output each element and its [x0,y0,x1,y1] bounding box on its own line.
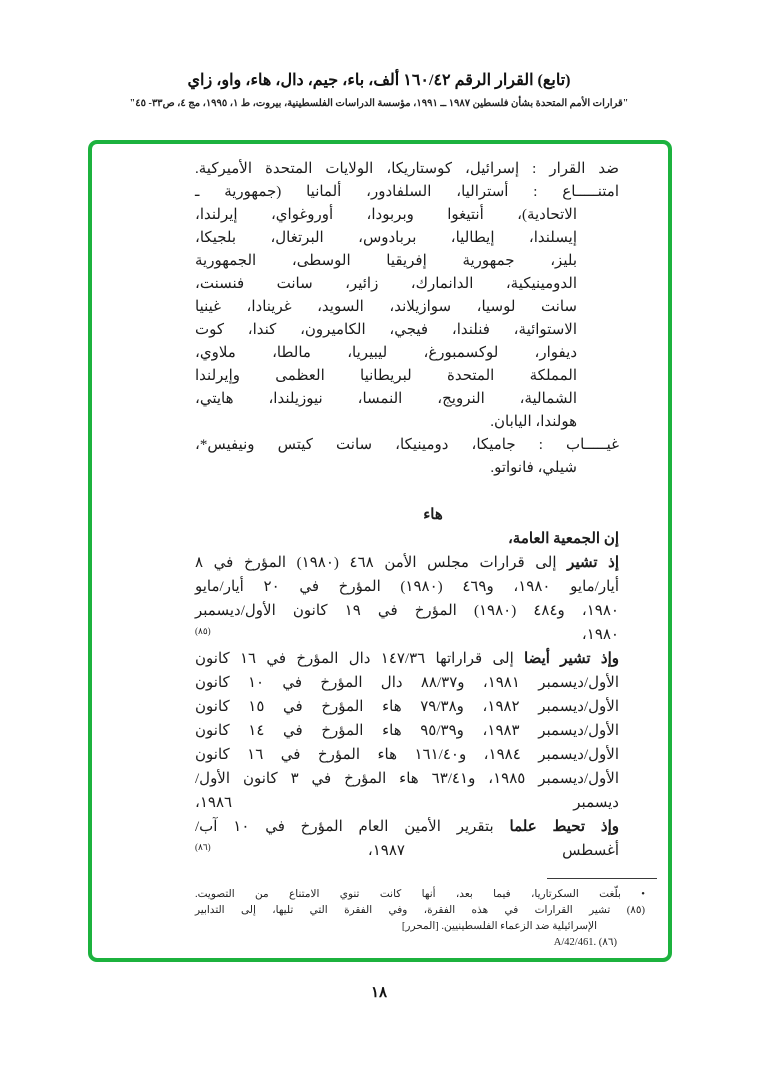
footnote-number: (٨٦) [598,937,617,948]
body-line: الأول/ديسمبر ١٩٨١، و٨٨/٣٧ دال المؤرخ في ١٠ كانون [195,675,619,691]
voting-line: الدومينيكية، الدانمارك، زائير، سانت فنسنت، [195,276,577,292]
footnote-star: • بلّغت السكرتاريا، فيما بعد، أنها كانت تنوي الامتناع من التصويت. [195,889,645,900]
body-text: أغسطس ١٩٨٧، [367,843,620,859]
body-line [195,647,619,671]
green-border-box [88,140,672,962]
body-line: الأول/ديسمبر ١٩٨٣، و٩٥/٣٩ هاء المؤرخ في ١٤ كانون [195,723,620,739]
page-number: ١٨ [370,985,388,1001]
source-citation: "قرارات الأمم المتحدة بشأن فلسطين ١٩٨٧ ــ ١٩٩١، مؤسسة الدراسات الفلسطينية، بيروت، ط ١، ١٩٩٥، مج ٤، ص٣٣- ٤٥" [129,98,629,109]
body-text: إلى قرارات مجلس الأمن ٤٦٨ (١٩٨٠) المؤرخ في ٨ [195,555,568,571]
section-heading-ha: هاء [423,507,443,523]
resolution-opening-line: إن الجمعية العامة، [507,531,619,547]
footnote-86-line [195,935,657,951]
page-header [0,70,758,109]
voting-line-abstain: امتنـــــاع : أستراليا، السلفادور، ألمانيا (جمهورية ـ [195,184,619,200]
voting-line: ديفوار، لوكسمبورغ، ليبيريا، مالطا، ملاوي، [195,345,577,361]
footnote-marker-85: (٨٥) [195,626,211,636]
document-symbol: A/42/461. [553,937,597,948]
voting-line: شيلي، فانواتو. [490,460,577,476]
voting-line: الاستوائية، فنلندا، فيجي، الكاميرون، كندا، كوت [195,322,577,338]
body-line [195,551,619,575]
body-text: إلى قراراتها ١٤٧/٣٦ دال المؤرخ في ١٦ كانون [195,651,525,667]
body-line: أيار/مايو ١٩٨٠، و٤٦٩ (١٩٨٠) المؤرخ في ٢٠ أيار/مايو [195,579,620,595]
body-line: الأول/ديسمبر ١٩٨٥، و٦٣/٤١ هاء المؤرخ في ٣ كانون الأول/ [195,771,620,787]
paragraph-lead: إذ تشير [567,555,619,571]
text-column [195,158,619,863]
body-line: الأول/ديسمبر ١٩٨٢، و٧٩/٣٨ هاء المؤرخ في ١٥ كانون [195,699,620,715]
voting-line-against: ضد القرار : إسرائيل، كوستاريكا، الولايات المتحدة الأميركية. [195,161,619,177]
voting-line: هولندا، اليابان. [490,414,577,430]
footnotes-block [195,878,657,951]
voting-line: سانت لوسيا، سوازيلاند، السويد، غرينادا، غينيا [195,299,577,315]
footnote-separator-rule [547,878,657,879]
body-line: ديسمبر ١٩٨٦، [195,795,619,811]
body-text: بتقرير الأمين العام المؤرخ في ١٠ آب/ [195,819,510,835]
voting-line: الاتحادية)، أنتيغوا وبربودا، أوروغواي، إيرلندا، [195,207,577,223]
document-title: (تابع) القرار الرقم ١٦٠/٤٢ ألف، باء، جيم، دال، هاء، واو، زاي [187,72,571,89]
body-line [195,839,619,863]
body-line: الأول/ديسمبر ١٩٨٤، و١٦١/٤٠ هاء المؤرخ في ١٦ كانون [195,747,619,763]
voting-line: المملكة المتحدة لبريطانيا العظمى وإيرلندا [195,368,577,384]
footnote-85-line: الإسرائيلية ضد الزعماء الفلسطينيين. [المحرر] [401,921,597,932]
voting-line: الشمالية، النرويج، النمسا، نيوزيلندا، هايتي، [195,391,577,407]
body-line [195,815,619,839]
voting-line: بليز، جمهورية إفريقيا الوسطى، الجمهورية [195,253,577,269]
body-line [195,623,619,647]
voting-line: إيسلندا، إيطاليا، بربادوس، البرتغال، بلجيكا، [195,230,577,246]
body-line: ١٩٨٠، و٤٨٤ (١٩٨٠) المؤرخ في ١٩ كانون الأول/ديسمبر [195,603,619,619]
paragraph-lead: وإذ تحيط علما [509,819,619,835]
body-text: ١٩٨٠، [581,627,619,643]
footnote-marker-86: (٨٦) [195,842,211,852]
paragraph-lead: وإذ تشير أيضا [524,651,619,667]
footnote-85-line: (٨٥) تشير القرارات في هذه الفقرة، وفي الفقرة التي تليها، إلى التدابير [195,905,645,916]
voting-line-absent: غيـــــاب : جاميكا، دومينيكا، سانت كيتس ونيفيس*، [195,437,619,453]
